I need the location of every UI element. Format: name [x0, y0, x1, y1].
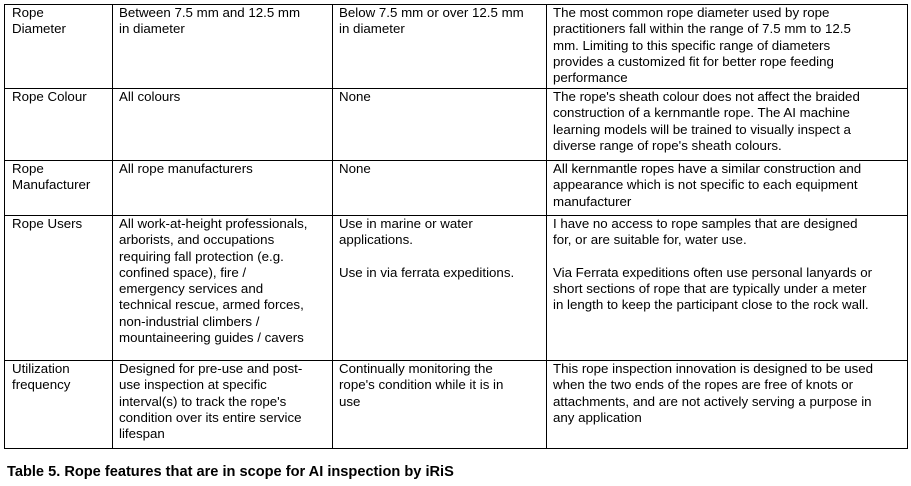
in-scope-text: All work-at-height professionals, arborists, and occupations requiring fall protection (e.g. confined space), fire / emergency services and technical rescue, armed forces, non-industrial climbers / mountaineering guides / cavers — [119, 216, 308, 346]
in-scope-cell — [113, 5, 333, 89]
out-of-scope-cell — [333, 361, 547, 449]
feature-text: Rope Manufacturer — [12, 161, 91, 193]
feature-cell — [5, 89, 113, 161]
out-of-scope-cell — [333, 89, 547, 161]
table-row — [5, 361, 908, 449]
justification-cell — [547, 216, 908, 361]
out-of-scope-cell — [333, 161, 547, 216]
justification-text: I have no access to rope samples that are designed for, or are suitable for, water use. Via Ferrata expeditions often use personal lanyards or short sections of rope that are typically under a meter in length to keep the participant close to the rock wall. — [553, 216, 873, 313]
feature-cell — [5, 361, 113, 449]
table-caption: Table 5. Rope features that are in scope for AI inspection by iRiS — [7, 464, 454, 480]
out-of-scope-cell — [333, 216, 547, 361]
table-row — [5, 89, 908, 161]
justification-cell — [547, 361, 908, 449]
justification-text: This rope inspection innovation is designed to be used when the two ends of the ropes are free of knots or attachments, and are not actively serving a purpose in any application — [553, 361, 874, 425]
feature-text: Rope Diameter — [12, 5, 66, 37]
in-scope-cell — [113, 89, 333, 161]
table-row — [5, 161, 908, 216]
in-scope-cell — [113, 161, 333, 216]
table-row — [5, 216, 908, 361]
justification-cell — [547, 5, 908, 89]
out-of-scope-text: None — [339, 161, 371, 176]
in-scope-cell — [113, 216, 333, 361]
justification-text: All kernmantle ropes have a similar construction and appearance which is not specific to each equipment manufacturer — [553, 161, 862, 209]
table-row — [5, 5, 908, 89]
justification-cell — [547, 89, 908, 161]
justification-cell — [547, 161, 908, 216]
justification-text: The rope's sheath colour does not affect the braided construction of a kernmantle rope. The AI machine learning models will be trained to visually inspect a diverse range of rope's sheath colours. — [553, 89, 860, 153]
feature-cell — [5, 216, 113, 361]
rope-features-table — [4, 4, 908, 449]
out-of-scope-text: None — [339, 89, 371, 104]
feature-cell — [5, 5, 113, 89]
feature-text: Rope Colour — [12, 89, 87, 104]
feature-text: Utilization frequency — [12, 361, 71, 393]
in-scope-text: Between 7.5 mm and 12.5 mm in diameter — [119, 5, 301, 37]
in-scope-text: All colours — [119, 89, 181, 104]
out-of-scope-text: Below 7.5 mm or over 12.5 mm in diameter — [339, 5, 524, 37]
feature-cell — [5, 161, 113, 216]
out-of-scope-cell — [333, 5, 547, 89]
in-scope-cell — [113, 361, 333, 449]
in-scope-text: Designed for pre-use and post- use inspection at specific interval(s) to track the rope's condition over its entire service lifespan — [119, 361, 303, 442]
out-of-scope-text: Continually monitoring the rope's condition while it is in use — [339, 361, 504, 409]
feature-text: Rope Users — [12, 216, 83, 231]
justification-text: The most common rope diameter used by rope practitioners fall within the range of 7.5 mm to 12.5 mm. Limiting to this specific range of diameters provides a customized fit for better rope feeding performance — [553, 5, 851, 86]
out-of-scope-text: Use in marine or water applications. Use in via ferrata expeditions. — [339, 216, 515, 280]
in-scope-text: All rope manufacturers — [119, 161, 253, 176]
